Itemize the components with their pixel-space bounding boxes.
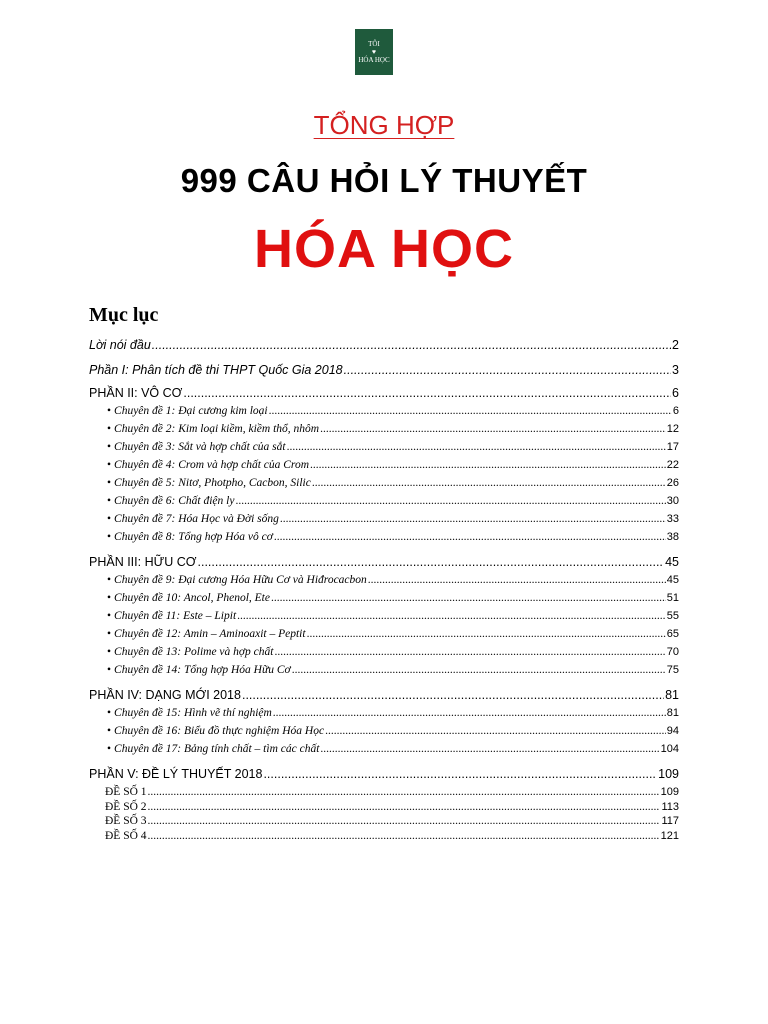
toc-page: 6	[672, 386, 679, 400]
toc-leader	[312, 477, 666, 489]
toc-label: Lời nói đầu	[89, 338, 151, 352]
toc-exam-entry[interactable]	[89, 786, 679, 801]
bullet-icon: •	[107, 574, 112, 586]
logo-line2: HÓA HỌC	[358, 55, 390, 64]
toc-leader	[287, 441, 666, 453]
toc-exam-entry[interactable]	[89, 815, 679, 830]
toc-sub-entry[interactable]	[89, 628, 679, 646]
bullet-icon: •	[107, 531, 112, 543]
toc-sub-entry[interactable]	[89, 423, 679, 441]
toc-leader	[273, 707, 666, 719]
toc-page: 104	[660, 743, 679, 755]
bullet-icon: •	[107, 423, 112, 435]
toc-entry-part2[interactable]	[89, 386, 679, 405]
bullet-icon: •	[107, 664, 112, 676]
toc-sub-entry[interactable]	[89, 459, 679, 477]
toc-leader	[368, 574, 666, 586]
toc-label: • Chuyên đề 13: Polime và hợp chất	[107, 646, 274, 658]
toc-sub-entry[interactable]	[89, 707, 679, 725]
toc-page: 30	[666, 495, 679, 507]
bullet-icon: •	[107, 459, 112, 471]
toc-leader	[148, 786, 660, 798]
toc-label: PHẦN V: ĐỀ LÝ THUYẾT 2018	[89, 767, 263, 781]
toc-label: • Chuyên đề 9: Đại cương Hóa Hữu Cơ và Hiđrocacbon	[107, 574, 367, 586]
toc-label: • Chuyên đề 10: Ancol, Phenol, Ete	[107, 592, 270, 604]
toc-sub-entry[interactable]	[89, 646, 679, 664]
toc-leader	[263, 767, 657, 781]
toc-sub-entry[interactable]	[89, 610, 679, 628]
toc-page: 65	[666, 628, 679, 640]
bullet-icon: •	[107, 646, 112, 658]
toc-leader	[148, 801, 661, 813]
toc-page: 70	[666, 646, 679, 658]
toc-leader	[152, 338, 671, 352]
toc-page: 33	[666, 513, 679, 525]
logo-line1: TÔI	[368, 39, 380, 48]
toc-sub-entry[interactable]	[89, 743, 679, 761]
toc-label: ĐỀ SỐ 1	[105, 786, 147, 798]
toc-label: • Chuyên đề 6: Chất điện ly	[107, 495, 235, 507]
toc-sub-entry[interactable]	[89, 513, 679, 531]
toc-label: • Chuyên đề 1: Đại cương kim loại	[107, 405, 268, 417]
toc-label: • Chuyên đề 5: Nitơ, Photpho, Cacbon, Silic	[107, 477, 311, 489]
toc-page: 81	[666, 707, 679, 719]
toc-leader	[325, 725, 666, 737]
toc-label: • Chuyên đề 12: Amin – Aminoaxit – Peptit	[107, 628, 306, 640]
logo	[355, 29, 393, 75]
toc-leader	[274, 646, 665, 658]
toc-entry-part1[interactable]	[89, 363, 679, 382]
toc-leader	[307, 628, 666, 640]
toc-page: 55	[666, 610, 679, 622]
toc-leader	[148, 815, 661, 827]
bullet-icon: •	[107, 707, 112, 719]
toc-page: 121	[660, 829, 679, 842]
toc-sub-entry[interactable]	[89, 592, 679, 610]
toc-page: 109	[660, 786, 679, 798]
toc-page: 26	[666, 477, 679, 489]
toc-page: 113	[661, 800, 679, 813]
toc-exam-entry[interactable]	[89, 801, 679, 816]
toc-leader	[269, 405, 672, 417]
toc-label: Phần I: Phân tích đề thi THPT Quốc Gia 2018	[89, 363, 343, 377]
toc-label: ĐỀ SỐ 2	[105, 800, 147, 813]
toc-heading: Mục lục	[89, 304, 159, 326]
bullet-icon: •	[107, 592, 112, 604]
bullet-icon: •	[107, 495, 112, 507]
toc-label: • Chuyên đề 7: Hóa Học và Đời sống	[107, 513, 279, 525]
bullet-icon: •	[107, 441, 112, 453]
toc-label: ĐỀ SỐ 3	[105, 815, 147, 827]
toc-label: PHẦN II: VÔ CƠ	[89, 386, 183, 400]
bullet-icon: •	[107, 477, 112, 489]
table-of-contents	[89, 338, 679, 844]
bullet-icon: •	[107, 405, 112, 417]
toc-leader	[344, 363, 671, 377]
toc-entry-part3[interactable]	[89, 555, 679, 574]
heart-icon: ♥	[371, 47, 377, 56]
toc-leader	[271, 592, 666, 604]
toc-label: • Chuyên đề 11: Este – Lipit	[107, 610, 237, 622]
toc-sub-entry[interactable]	[89, 531, 679, 549]
toc-label: • Chuyên đề 4: Crom và hợp chất của Crom	[107, 459, 310, 471]
toc-page: 12	[666, 423, 679, 435]
toc-leader	[310, 459, 666, 471]
toc-page: 45	[666, 574, 679, 586]
page-title: 999 CÂU HỎI LÝ THUYẾT	[180, 162, 588, 199]
toc-page: 94	[666, 725, 679, 737]
toc-page: 51	[666, 592, 679, 604]
toc-sub-entry[interactable]	[89, 725, 679, 743]
toc-entry-intro[interactable]	[89, 338, 679, 357]
bullet-icon: •	[107, 628, 112, 640]
toc-leader	[183, 386, 671, 400]
bullet-icon: •	[107, 513, 112, 525]
toc-sub-entry[interactable]	[89, 664, 679, 682]
toc-leader	[280, 513, 666, 525]
toc-label: PHẦN IV: DẠNG MỚI 2018	[89, 688, 241, 702]
toc-leader	[274, 531, 666, 543]
toc-page: 38	[666, 531, 679, 543]
toc-sub-entry[interactable]	[89, 495, 679, 513]
toc-sub-entry[interactable]	[89, 574, 679, 592]
toc-label: • Chuyên đề 2: Kim loại kiềm, kiềm thổ, nhôm	[107, 423, 320, 435]
toc-page: 2	[672, 338, 679, 352]
toc-page: 22	[666, 459, 679, 471]
toc-leader	[237, 610, 666, 622]
toc-sub-entry[interactable]	[89, 441, 679, 459]
toc-page: 81	[665, 688, 679, 702]
toc-leader	[198, 555, 665, 569]
toc-label: PHẦN III: HỮU CƠ	[89, 555, 197, 569]
bullet-icon: •	[107, 725, 112, 737]
toc-entry-part4[interactable]	[89, 688, 679, 707]
toc-page: 45	[665, 555, 679, 569]
toc-page: 109	[658, 767, 679, 781]
toc-sub-entry[interactable]	[89, 477, 679, 495]
toc-exam-entry[interactable]	[89, 830, 679, 845]
header-kicker: TỔNG HỢP	[313, 110, 455, 140]
toc-leader	[292, 664, 666, 676]
toc-page: 17	[666, 441, 679, 453]
page-subject: HÓA HỌC	[254, 219, 514, 279]
toc-leader	[320, 743, 659, 755]
toc-page: 117	[661, 815, 679, 827]
toc-leader	[148, 830, 660, 842]
toc-label: ĐỀ SỐ 4	[105, 829, 147, 842]
toc-leader	[242, 688, 664, 702]
toc-entry-part5[interactable]	[89, 767, 679, 786]
toc-page: 3	[672, 363, 679, 377]
toc-label: • Chuyên đề 3: Sắt và hợp chất của sắt	[107, 441, 286, 453]
toc-page: 75	[666, 664, 679, 676]
toc-leader	[320, 423, 666, 435]
toc-label: • Chuyên đề 8: Tổng hợp Hóa vô cơ	[107, 531, 273, 543]
toc-sub-entry[interactable]	[89, 405, 679, 423]
toc-label: • Chuyên đề 16: Biểu đồ thực nghiệm Hóa Học	[107, 725, 325, 737]
bullet-icon: •	[107, 743, 112, 755]
toc-label: • Chuyên đề 14: Tổng hợp Hóa Hữu Cơ	[107, 664, 291, 676]
toc-label: • Chuyên đề 15: Hình vẽ thí nghiệm	[107, 707, 272, 719]
toc-page: 6	[672, 405, 679, 417]
toc-leader	[235, 495, 665, 507]
toc-label: • Chuyên đề 17: Bảng tính chất – tìm các chất	[107, 743, 320, 755]
bullet-icon: •	[107, 610, 112, 622]
